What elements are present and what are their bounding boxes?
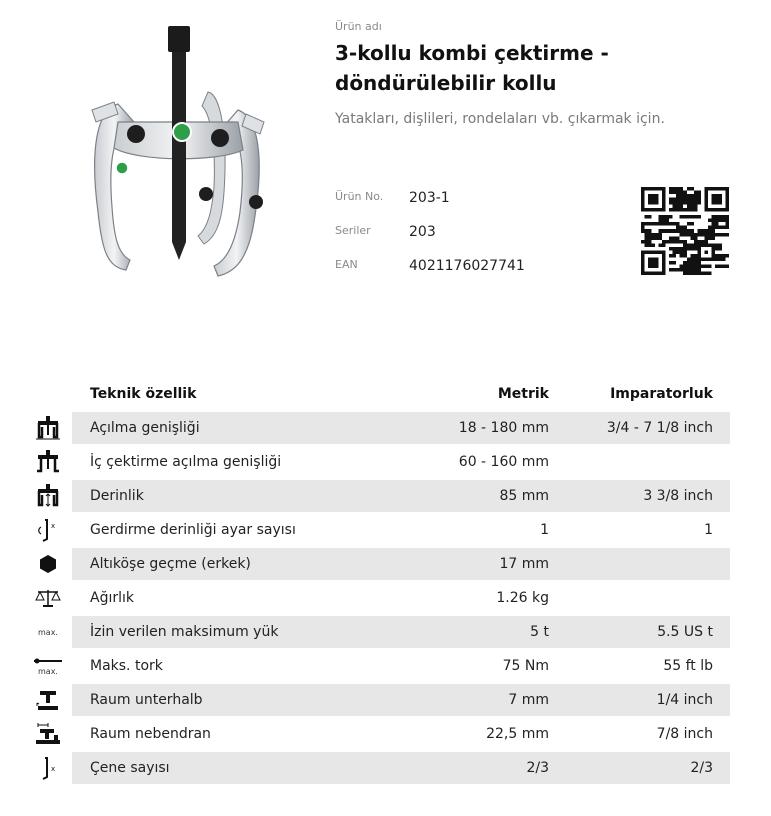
hexagon-icon bbox=[32, 548, 64, 580]
spec-metric: 22,5 mm bbox=[486, 726, 549, 742]
space-below-icon bbox=[32, 684, 64, 716]
spec-metric: 60 - 160 mm bbox=[458, 454, 549, 470]
header-imperial: Imparatorluk bbox=[610, 386, 713, 402]
spec-metric: 1 bbox=[540, 522, 549, 538]
spec-metric: 5 t bbox=[530, 624, 549, 640]
max-torque-icon bbox=[32, 650, 64, 682]
meta-label-ean: EAN bbox=[335, 258, 358, 271]
spec-row bbox=[72, 514, 730, 546]
spec-table-header bbox=[72, 380, 730, 410]
spec-imperial: 55 ft lb bbox=[663, 658, 713, 674]
space-beside-icon bbox=[32, 718, 64, 750]
header-name: Teknik özellik bbox=[90, 386, 197, 402]
spec-row bbox=[72, 718, 730, 750]
spec-metric: 7 mm bbox=[508, 692, 549, 708]
product-image bbox=[78, 22, 278, 292]
spec-metric: 1.26 kg bbox=[496, 590, 549, 606]
spec-imperial: 5.5 US t bbox=[657, 624, 713, 640]
spec-imperial: 1 bbox=[704, 522, 713, 538]
tension-depth-icon bbox=[32, 514, 64, 546]
spec-metric: 2/3 bbox=[526, 760, 549, 776]
spec-metric: 85 mm bbox=[499, 488, 549, 504]
spec-metric: 75 Nm bbox=[502, 658, 549, 674]
meta-label-article-no: Ürün No. bbox=[335, 190, 384, 203]
spec-name: Altıköşe geçme (erkek) bbox=[90, 556, 251, 572]
spec-metric: 18 - 180 mm bbox=[458, 420, 549, 436]
spec-name: Açılma genişliği bbox=[90, 420, 200, 436]
scale-icon bbox=[32, 582, 64, 614]
spec-row bbox=[72, 548, 730, 580]
meta-value-article-no: 203-1 bbox=[409, 190, 450, 206]
spec-row bbox=[72, 650, 730, 682]
puller-spread-icon bbox=[32, 412, 64, 444]
max-label: max. bbox=[38, 666, 58, 676]
product-name-label: Ürün adı bbox=[335, 20, 382, 33]
spec-name: İzin verilen maksimum yük bbox=[90, 624, 279, 640]
spec-name: Derinlik bbox=[90, 488, 144, 504]
spec-metric: 17 mm bbox=[499, 556, 549, 572]
puller-depth-icon bbox=[32, 480, 64, 512]
qr-code bbox=[640, 187, 730, 275]
max-label: max. bbox=[38, 627, 58, 637]
meta-label-series: Seriler bbox=[335, 224, 371, 237]
svg-text:x: x bbox=[51, 765, 56, 773]
product-title: 3-kollu kombi çektirme - döndürülebilir kollu bbox=[335, 41, 609, 95]
svg-text:x: x bbox=[51, 522, 56, 530]
spec-row bbox=[72, 616, 730, 648]
meta-value-ean: 4021176027741 bbox=[409, 258, 525, 274]
max-load-icon bbox=[32, 616, 64, 648]
spec-imperial: 2/3 bbox=[690, 760, 713, 776]
spec-name: Maks. tork bbox=[90, 658, 163, 674]
spec-row bbox=[72, 480, 730, 512]
meta-value-series: 203 bbox=[409, 224, 436, 240]
spec-name: Raum nebendran bbox=[90, 726, 211, 742]
header-metric: Metrik bbox=[497, 386, 549, 402]
spec-row bbox=[72, 412, 730, 444]
spec-imperial: 7/8 inch bbox=[656, 726, 713, 742]
spec-name: Gerdirme derinliği ayar sayısı bbox=[90, 522, 296, 538]
spec-name: Çene sayısı bbox=[90, 760, 170, 776]
spec-row bbox=[72, 752, 730, 784]
puller-inner-icon bbox=[32, 446, 64, 478]
spec-imperial: 1/4 inch bbox=[656, 692, 713, 708]
jaw-count-icon bbox=[32, 752, 64, 784]
spec-imperial: 3/4 - 7 1/8 inch bbox=[606, 420, 713, 436]
spec-row bbox=[72, 446, 730, 478]
spec-name: Raum unterhalb bbox=[90, 692, 203, 708]
spec-name: İç çektirme açılma genişliği bbox=[90, 454, 282, 470]
spec-row bbox=[72, 684, 730, 716]
spec-row bbox=[72, 582, 730, 614]
three-arm-puller-illustration bbox=[78, 22, 278, 292]
product-description: Yatakları, dişlileri, rondelaları vb. çıkarmak için. bbox=[335, 111, 665, 127]
spec-name: Ağırlık bbox=[90, 590, 134, 606]
spec-imperial: 3 3/8 inch bbox=[643, 488, 713, 504]
